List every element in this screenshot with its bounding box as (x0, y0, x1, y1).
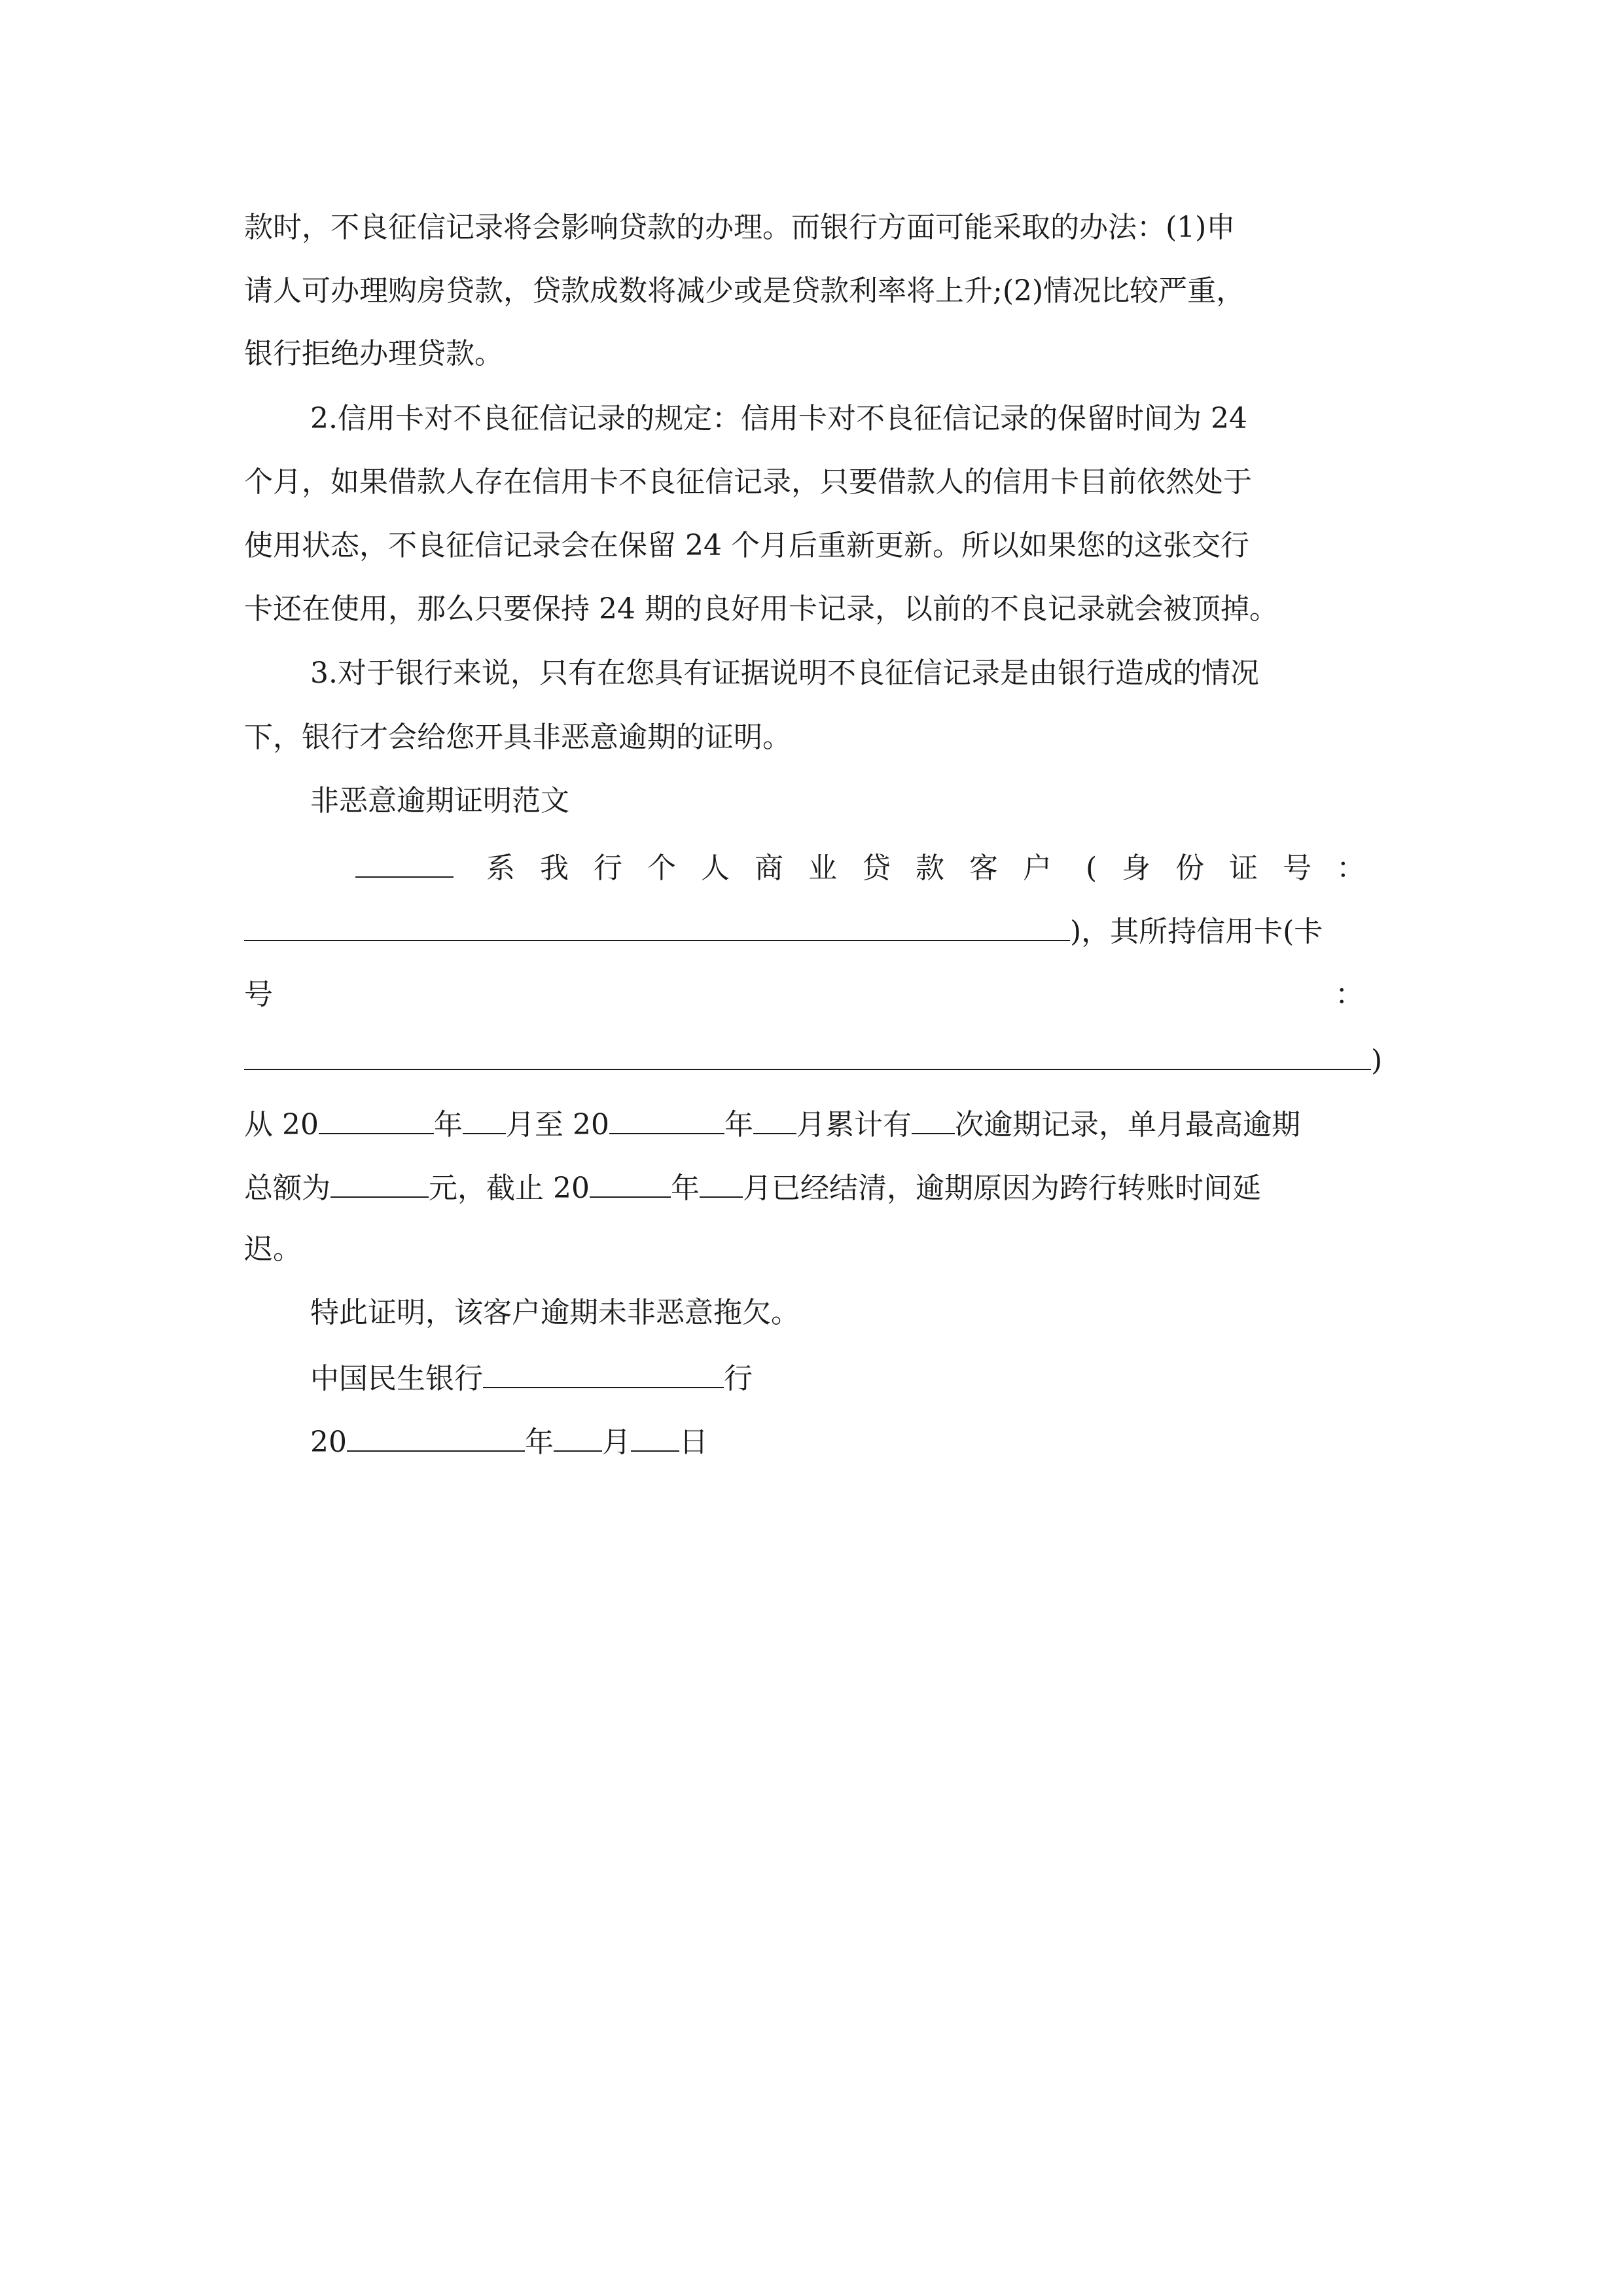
total-amount-line (244, 1166, 1261, 1206)
overdue-text: 次逾期记录，单月最高逾期 (954, 1108, 1300, 1141)
id-number-blank (244, 910, 1070, 941)
id-label: (身份证号： (1086, 852, 1391, 885)
branch-blank (483, 1357, 724, 1388)
month-total-text: 月累计有 (796, 1108, 912, 1141)
total-label: 总额为 (244, 1172, 330, 1205)
start-month-blank (463, 1103, 506, 1134)
paragraph1-line2: 请人可办理购房贷款，贷款成数将减少或是贷款利率将上升;(2)情况比较严重， (244, 274, 1245, 308)
amount-blank (330, 1166, 429, 1198)
customer-line (355, 846, 1390, 886)
bank-suffix: 行 (724, 1362, 753, 1395)
paragraph2-line2: 个月，如果借款人存在信用卡不良征信记录，只要借款人的信用卡目前依然处于 (244, 465, 1252, 499)
late-text: 迟。 (244, 1232, 302, 1266)
date-month-blank (554, 1420, 602, 1452)
bank-line (310, 1357, 753, 1396)
bank-prefix: 中国民生银行 (310, 1362, 483, 1395)
month-to-text: 月至 20 (505, 1108, 609, 1141)
from-text: 从 20 (244, 1108, 319, 1141)
paragraph2-line3: 使用状态，不良征信记录会在保留 24 个月后重新更新。所以如果您的这张交行 (244, 529, 1249, 562)
date-year-text: 年 (525, 1426, 554, 1459)
overdue-period-line (244, 1103, 1300, 1142)
close-paren: ) (1371, 1044, 1383, 1077)
year-text-3: 年 (670, 1172, 700, 1205)
date-day-text: 日 (679, 1426, 708, 1459)
card-label-start: 号 (244, 978, 273, 1011)
card-label-colon: ： (1335, 978, 1364, 1011)
date-day-blank (631, 1420, 679, 1452)
settle-year-blank (590, 1166, 671, 1198)
end-year-blank (609, 1103, 724, 1134)
date-line (310, 1420, 708, 1460)
name-blank (355, 846, 454, 878)
count-blank (912, 1103, 955, 1134)
card-number-line (244, 1039, 1382, 1078)
year-text-1: 年 (433, 1108, 463, 1141)
end-month-blank (753, 1103, 796, 1134)
paragraph2-line1: 2.信用卡对不良征信记录的规定：信用卡对不良征信记录的保留时间为 24 (310, 402, 1247, 435)
customer-text: 系我行个人商业贷款客户 (486, 852, 1077, 885)
paragraph1-line3: 银行拒绝办理贷款。 (244, 337, 503, 370)
date-prefix: 20 (310, 1426, 347, 1459)
paragraph1-line1: 款时，不良征信记录将会影响贷款的办理。而银行方面可能采取的办法：(1)申 (244, 211, 1236, 244)
paragraph2-line4: 卡还在使用，那么只要保持 24 期的良好用卡记录，以前的不良记录就会被顶掉。 (244, 592, 1278, 626)
settle-month-blank (700, 1166, 743, 1198)
start-year-blank (319, 1103, 434, 1134)
card-number-blank (244, 1039, 1371, 1070)
paragraph3-line2: 下，银行才会给您开具非恶意逾期的证明。 (244, 721, 791, 754)
date-year-blank (347, 1420, 525, 1452)
card-text: )，其所持信用卡(卡 (1070, 915, 1323, 948)
date-month-text: 月 (602, 1426, 631, 1459)
yuan-text: 元，截止 20 (429, 1172, 590, 1205)
certify-text: 特此证明，该客户逾期未非恶意拖欠。 (310, 1296, 800, 1329)
year-text-2: 年 (724, 1108, 753, 1141)
settled-text: 月已经结清，逾期原因为跨行转账时间延 (742, 1172, 1261, 1205)
sample-heading: 非恶意逾期证明范文 (310, 784, 569, 817)
id-number-line (244, 910, 1323, 949)
paragraph3-line1: 3.对于银行来说，只有在您具有证据说明不良征信记录是由银行造成的情况 (310, 656, 1259, 690)
